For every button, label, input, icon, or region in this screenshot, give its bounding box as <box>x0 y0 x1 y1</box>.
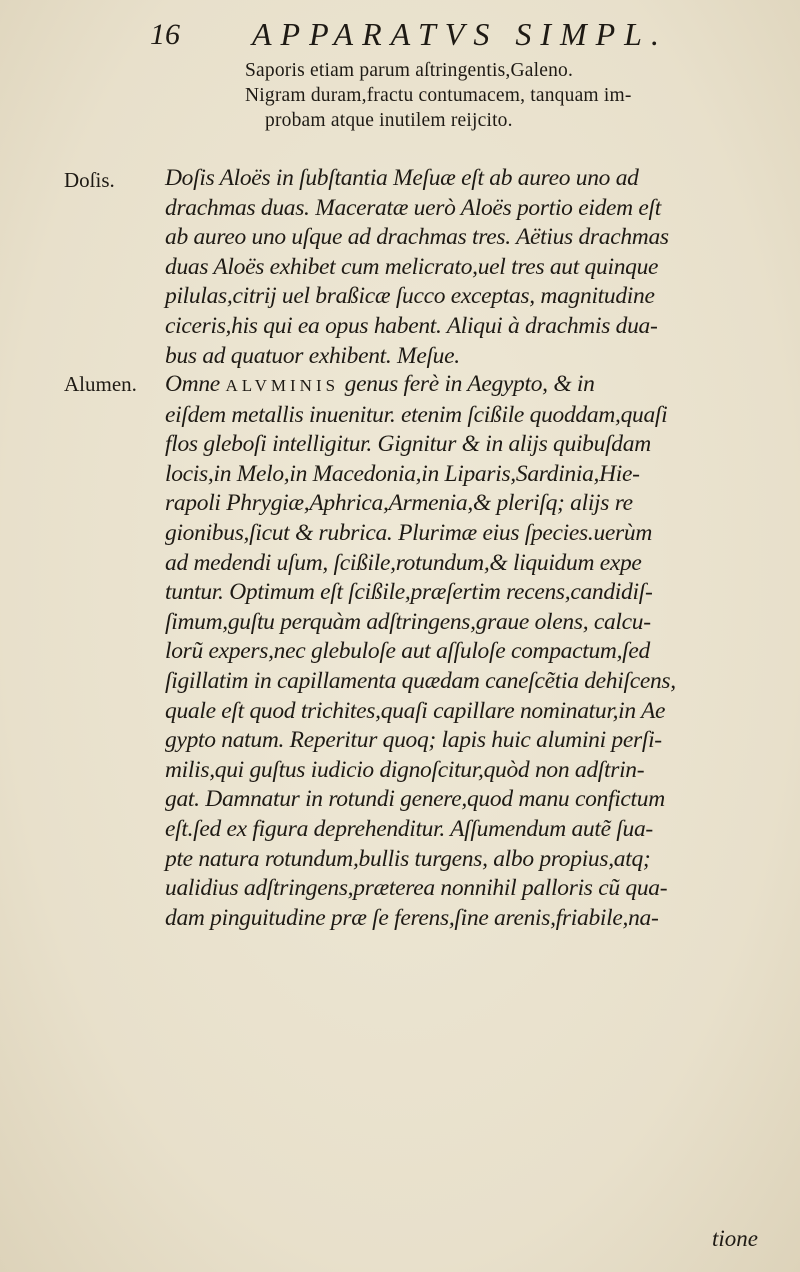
text-line: ad medendi uſum, ſcißile,rotundum,& liquidum expe <box>165 549 642 576</box>
dosis-paragraph <box>165 164 765 371</box>
text-line: drachmas duas. Maceratæ uerò Aloës portio eidem eſt <box>165 194 661 221</box>
text-line: flos gleboſi intelligitur. Gignitur & in alijs quibuſdam <box>165 431 651 458</box>
text-line: locis,in Melo,in Macedonia,in Liparis,Sardinia,Hie- <box>165 460 640 487</box>
small-caps-word: ALVMINIS <box>225 376 340 395</box>
text-line: Saporis etiam parum aſtringentis,Galeno. <box>245 60 574 81</box>
text-line: ab aureo uno uſque ad drachmas tres. Aëtius drachmas <box>165 224 669 251</box>
text-line: eſt.ſed ex figura deprehenditur. Aſſumendum autẽ ſua- <box>165 815 653 842</box>
page-number: 16 <box>150 18 180 51</box>
text-line: ciceris,his qui ea opus habent. Aliqui à drachmis dua- <box>165 312 658 339</box>
text-line <box>165 370 765 401</box>
margin-note-dosis: Doſis. <box>64 168 115 192</box>
text-line: tuntur. Optimum eſt ſcißile,præſertim recens,candidiſ- <box>165 579 653 606</box>
text-line: quale eſt quod trichites,quaſi capillare nominatur,in Ae <box>165 697 666 724</box>
text-line: ſigillatim in capillamenta quædam caneſcẽtia dehiſcens, <box>165 667 676 694</box>
text-line: probam atque inutilem reijcito. <box>265 110 513 131</box>
text-line: lorũ expers,nec glebuloſe aut aſſuloſe compactum,ſed <box>165 638 650 665</box>
running-title: APPARATVS SIMPL. <box>252 16 668 52</box>
page-header <box>150 14 710 58</box>
lead-word: Omne <box>165 371 220 397</box>
text-line: gionibus,ſicut & rubrica. Plurimæ eius ſpecies.uerùm <box>165 519 652 546</box>
line-remainder: genus ferè in Aegypto, & in <box>344 371 595 397</box>
intro-paragraph <box>245 58 745 133</box>
text-line: dam pinguitudine præ ſe ferens,ſine arenis,friabile,na- <box>165 904 659 931</box>
text-line: gypto natum. Reperitur quoq; lapis huic alumini perſi- <box>165 727 662 754</box>
text-line: Nigram duram,fractu contumacem, tanquam im- <box>245 85 632 106</box>
text-line: eiſdem metallis inuenitur. etenim ſcißile quoddam,quaſi <box>165 401 668 428</box>
text-line: gat. Damnatur in rotundi genere,quod manu confictum <box>165 786 665 813</box>
margin-note-alumen: Alumen. <box>64 372 137 396</box>
text-line: milis,qui guſtus iudicio dignoſcitur,quòd non adſtrin- <box>165 756 645 783</box>
text-line: duas Aloës exhibet cum melicrato,uel tres aut quinque <box>165 253 659 280</box>
catchword: tione <box>712 1226 758 1251</box>
text-line: bus ad quatuor exhibent. Meſue. <box>165 342 460 369</box>
alumen-paragraph <box>165 370 765 933</box>
text-line: Doſis Aloës in ſubſtantia Meſuæ eſt ab aureo uno ad <box>165 165 639 191</box>
text-line: ſimum,guſtu perquàm adſtringens,graue olens, calcu- <box>165 608 651 635</box>
text-line: rapoli Phrygiæ,Aphrica,Armenia,& pleriſq; alijs re <box>165 490 633 517</box>
text-line: pilulas,citrij uel braßicæ ſucco exceptas, magnitudine <box>165 283 655 310</box>
text-line: ualidius adſtringens,præterea nonnihil palloris cũ qua- <box>165 875 668 902</box>
text-line: pte natura rotundum,bullis turgens, albo propius,atq; <box>165 845 651 872</box>
